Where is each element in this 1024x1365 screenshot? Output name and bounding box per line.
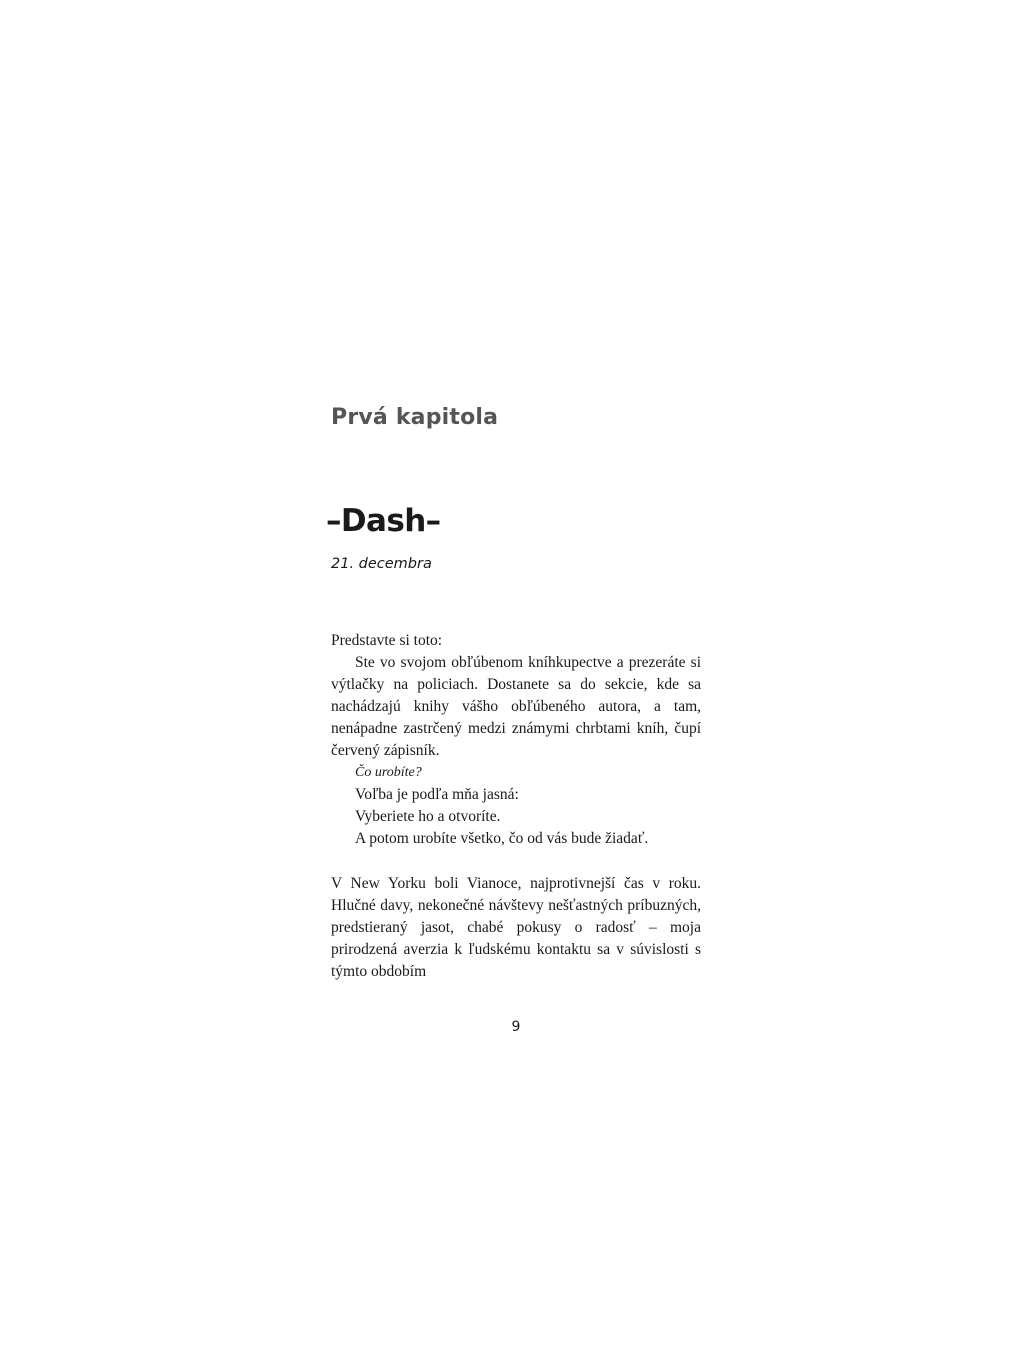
paragraph: Vyberiete ho a otvoríte. [355,808,501,825]
body-section-2 [331,873,701,983]
chapter-date: 21. decembra [331,556,432,572]
paragraph: Voľba je podľa mňa jasná: [355,786,519,803]
paragraph: V New Yorku boli Vianoce, najprotivnejší čas v roku. Hlučné davy, nekonečné návštevy nešťastných príbuzných, predstieraný jasot, chabé pokusy o radosť – moja prirodzená averzia k ľudskému kontaktu sa v súvislosti s týmto obdobím [331,875,701,980]
paragraph-italic: Čo urobíte? [355,765,422,780]
paragraph: A potom urobíte všetko, čo od vás bude žiadať. [355,830,649,847]
body-section-1 [331,630,701,850]
paragraph: Ste vo svojom obľúbenom kníhkupectve a prezeráte si výtlačky na policiach. Dostanete sa do sekcie, kde sa nachádzajú knihy vášho obľúbeného autora, a tam, nenápadne zastrčený medzi známymi chrbtami kníh, čupí červený zápisník. [331,654,701,759]
chapter-title: –Dash– [326,503,441,539]
paragraph: Predstavte si toto: [331,632,443,649]
page-number: 9 [511,1019,521,1035]
chapter-label: Prvá kapitola [331,405,499,430]
